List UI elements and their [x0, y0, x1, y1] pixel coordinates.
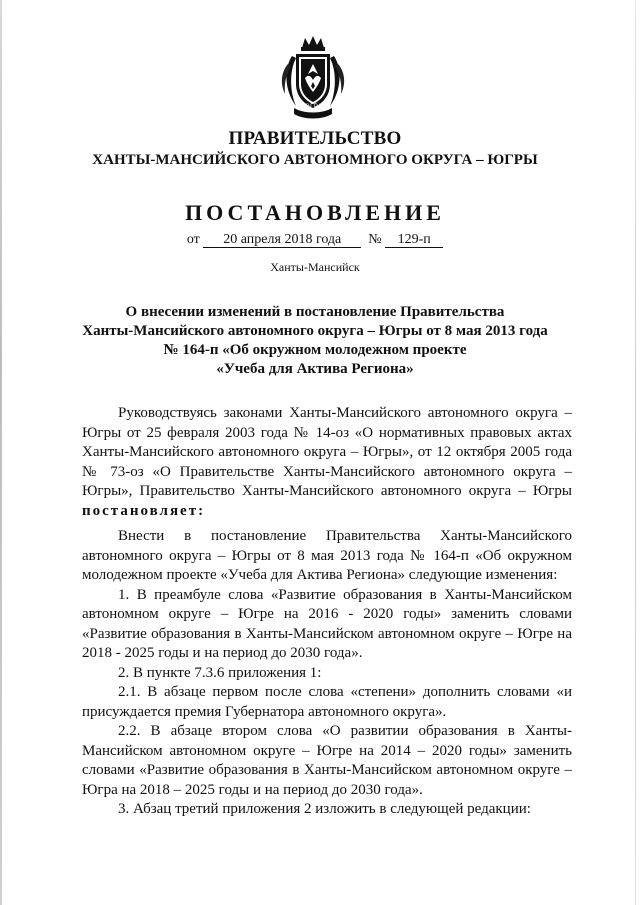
amendments-block [82, 527, 572, 820]
heading-line: Ханты-Мансийского автономного округа – Югры от 8 мая 2013 года [82, 323, 548, 339]
body-paragraph: Внести в постановление Правительства Ханты-Мансийского автономного округа – Югры от 8 мая 2013 года № 164-п «Об окружном молодежном проекте «Учеба для Актива Региона» следующие изменения: [82, 528, 572, 583]
body-paragraph: 3. Абзац третий приложения 2 изложить в следующей редакции: [118, 801, 531, 817]
heading-line: «Учеба для Актива Региона» [216, 361, 414, 377]
body-paragraph: 1. В преамбуле слова «Развитие образования в Ханты-Мансийском автономном округе – Югре на 2016 - 2020 годы» заменить словами «Развитие образования в Ханты-Мансийском автономном округе – Югре на 2018 - 2025 годы и на период до 2030 года». [82, 586, 572, 661]
city-name: Ханты-Мансийск [270, 260, 360, 274]
body-paragraph: 2.2. В абзаце втором слова «О развитии образования в Ханты-Мансийском автономном округе – Югре на 2014 – 2020 годы» заменить словами «Развитие образования в Ханты-Мансийском автономном округе – Югра на 2018 – 2025 годы и на период до 2030 года». [82, 723, 572, 798]
scan-edge-right [635, 0, 636, 905]
number-label: № [368, 232, 382, 247]
heading-line: № 164-п «Об окружном молодежном проекте [163, 342, 467, 358]
preamble-text: Руководствуясь законами Ханты-Мансийского автономного округа – Югры от 25 февраля 2003 года № 14-оз «О нормативных правовых актах Ханты-Мансийского автономного округа – Югры», от 12 октября 2005 года № 73-оз «О Правительстве Ханты-Мансийского автономного округа – Югры», Правительство Ханты-Мансийского автономного округа – Югры [82, 405, 572, 499]
government-title: ПРАВИТЕЛЬСТВО [228, 128, 402, 149]
emblem-caption: ЮГРА [303, 104, 323, 110]
preamble-block [82, 404, 572, 521]
document-type: ПОСТАНОВЛЕНИЕ [185, 200, 445, 225]
preamble-paragraph [82, 404, 572, 521]
document-date: 20 апреля 2018 года [203, 232, 361, 248]
decree-word: постановляет: [82, 502, 206, 519]
document-number: 129-п [385, 232, 443, 248]
date-line [0, 232, 630, 248]
body-paragraph: 2. В пункте 7.3.6 приложения 1: [118, 664, 322, 681]
document-heading [60, 303, 570, 379]
government-subtitle: ХАНТЫ-МАНСИЙСКОГО АВТОНОМНОГО ОКРУГА – ЮГРЫ [92, 152, 538, 168]
date-from-label: от [186, 232, 200, 247]
body-paragraph: 2.1. В абзаце первом после слова «степени» дополнить словами «и присуждается премия Губернатора автономного округа». [82, 684, 572, 720]
heading-line: О внесении изменений в постановление Правительства [125, 304, 505, 320]
coat-of-arms-emblem [278, 34, 348, 124]
